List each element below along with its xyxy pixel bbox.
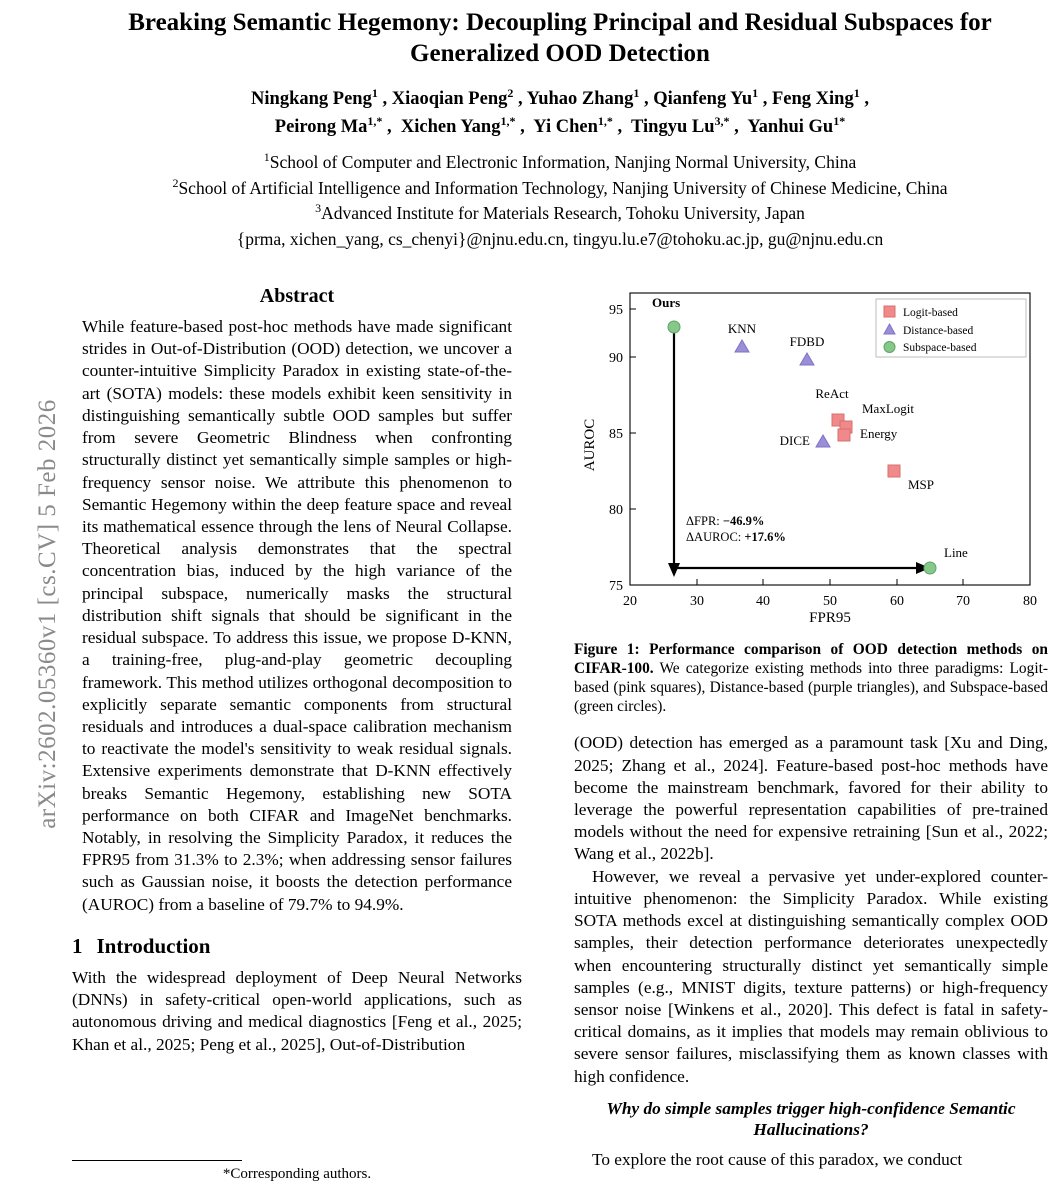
right-column	[574, 285, 1048, 1171]
intro-paragraph-3: However, we reveal a pervasive yet under-explored counter-intuitive phenomenon: the Simplicity Paradox. While existing SOTA methods excel at distinguishing semantically complex OOD samples, their detection performance deteriorates unexpectedly when encountering structurally distinct yet semantically simple samples (e.g., MNIST digits, texture patterns) or high-frequency sensor noise [Winkens et al., 2020]. This defect is fatal in safety-critical domains, as it implies that models may remain oblivious to severe sensor failures, misclassifying them as known classes with high confidence.	[574, 866, 1048, 1086]
chart-legend	[876, 299, 1026, 357]
point-label-fdbd: FDBD	[789, 334, 825, 349]
x-axis-label: FPR95	[809, 610, 851, 625]
arxiv-stamp: arXiv:2602.05360v1 [cs.CV] 5 Feb 2026	[34, 399, 61, 829]
x-tick-50: 50	[823, 594, 837, 609]
y-tick-85: 85	[609, 427, 623, 442]
paper-header	[72, 0, 1048, 250]
section-title: Introduction	[96, 933, 211, 958]
intro-paragraph-4: To explore the root cause of this paradox, we conduct	[592, 1150, 963, 1170]
point-label-energy: Energy	[860, 426, 898, 441]
footnote-text: *Corresponding authors.	[222, 1166, 372, 1182]
legend-label-distance: Distance-based	[903, 325, 974, 337]
author-line-2: Peirong $Ma^{1,*}$ , Xichen Yang$^{1,*}$ , Yi Chen$^{1,*}$ , Tingyu $Lu^{3,*}$ , Yanhui $Gu^{1*}$	[274, 113, 846, 138]
point-msp	[888, 465, 900, 477]
author-line-1: Ningkang Peng$^1$ , Xiaoqian Peng$^2$ , Yuhao Zhang$^1$ , Qianfeng Yu$^1$ , Feng Xing$^1$ ,	[251, 86, 869, 110]
y-tick-90: 90	[609, 351, 623, 366]
x-tick-40: 40	[756, 594, 770, 609]
y-tick-95: 95	[609, 303, 623, 318]
introduction-heading	[72, 934, 522, 959]
affiliation-3: $^3$Advanced Institute for Materials Research, Tohoku University, Japan	[315, 201, 805, 224]
point-label-ours: Ours	[652, 295, 681, 310]
figure-caption-bold: Figure 1: Performance comparison of OOD detection methods on CIFAR-100.	[574, 641, 1048, 678]
point-label-knn: KNN	[727, 321, 757, 336]
author-list	[72, 85, 1048, 141]
point-ours	[668, 321, 680, 333]
figure-caption	[574, 640, 1048, 716]
point-label-msp: MSP	[908, 477, 935, 492]
point-energy	[838, 429, 850, 441]
affiliations	[72, 149, 1048, 226]
figure-caption-rest: We categorize existing methods into three paradigms: Logit-based (pink squares), Distance-based (purple triangles), and Subspace-based (green circles).	[574, 660, 1048, 716]
abstract-heading: Abstract	[259, 285, 335, 307]
legend-label-logit: Logit-based	[903, 307, 958, 319]
legend-label-subspace: Subspace-based	[903, 342, 977, 354]
y-tick-80: 80	[609, 503, 623, 518]
affiliation-1: $^1$School of Computer and Electronic Information, Nanjing Normal University, China	[263, 149, 857, 172]
figure-1	[574, 285, 1048, 716]
annotation-dfpr: ΔFPR: −46.9%	[686, 514, 765, 528]
abstract-text: While feature-based post-hoc methods have made significant strides in Out-of-Distribution (OOD) detection, we uncover a counter-intuitive Simplicity Paradox in existing state-of-the-art (SOTA) models: these models exhibit keen sensitivity in distinguishing semantically subtle OOD samples but suffer from severe Geometric Blindness when confronting structurally distinct yet semantically simple samples or high-frequency sensor noise. We attribute this phenomenon to Semantic Hegemony within the deep feature space and reveal its mathematical essence through the lens of Neural Collapse. Theoretical analysis demonstrates that the spectral concentration bias, induced by the high variance of the principal subspace, numerically masks the structural distribution shift signals that should be significant in the residual subspace. To address this issue, we propose D-KNN, a training-free, plug-and-play geometric decoupling framework. This method utilizes orthogonal decomposition to explicitly separate semantic components from structural residuals and introduces a dual-space calibration mechanism to reactivate the model's sensitivity to weak residual signals. Extensive experiments demonstrate that D-KNN effectively breaks Semantic Hegemony, establishing new SOTA performance on both CIFAR and ImageNet benchmarks. Notably, in resolving the Simplicity Paradox, it reduces the FPR95 from 31.3% to 2.3%; when addressing sensor failures such as Gaussian noise, it boosts the detection performance (AUROC) from a baseline of 79.7% to 94.9%.	[82, 317, 512, 914]
x-tick-80: 80	[1023, 594, 1037, 609]
legend-marker-subspace	[884, 342, 895, 353]
annotation-dauroc: ΔAUROC: +17.6%	[686, 530, 786, 544]
x-tick-20: 20	[623, 594, 637, 609]
point-label-dice: DICE	[779, 433, 810, 448]
section-number: 1	[72, 933, 83, 958]
y-axis-label: AUROC	[582, 418, 598, 472]
author-emails: {prma, xichen_yang, cs_chenyi}@njnu.edu.cn, tingyu.lu.e7@tohoku.ac.jp, gu@njnu.edu.cn	[236, 228, 884, 249]
left-column	[72, 285, 522, 1056]
legend-marker-logit	[884, 306, 895, 317]
point-label-react: ReAct	[815, 386, 849, 401]
x-tick-60: 60	[890, 594, 904, 609]
intro-paragraph-2: (OOD) detection has emerged as a paramount task [Xu and Ding, 2025; Zhang et al., 2024]. Feature-based post-hoc methods have become the mainstream benchmark, favored for their ability to leverage the powerful representation capabilities of pre-trained models without the need for expensive retraining [Sun et al., 2022; Wang et al., 2022b].	[574, 733, 1048, 864]
page-title: Breaking Semantic Hegemony: Decoupling Principal and Residual Subspaces for Generalized OOD Detection	[128, 9, 992, 67]
point-label-maxlogit: MaxLogit	[862, 401, 914, 416]
y-tick-75: 75	[609, 579, 623, 594]
point-line	[924, 562, 936, 574]
x-tick-30: 30	[690, 594, 704, 609]
x-tick-70: 70	[956, 594, 970, 609]
scatter-plot	[574, 285, 1048, 625]
point-label-line: Line	[944, 545, 968, 560]
footnote-divider	[72, 1160, 242, 1161]
affiliation-2: $^2$School of Artificial Intelligence and Information Technology, Nanjing University of Chinese Medicine, China	[172, 175, 948, 198]
intro-paragraph-1: With the widespread deployment of Deep Neural Networks (DNNs) in safety-critical open-world applications, such as autonomous driving and medical diagnostics [Feng et al., 2025; Khan et al., 2025; Peng et al., 2025], Out-of-Distribution	[72, 967, 522, 1054]
intro-subheading: Why do simple samples trigger high-confidence Semantic Hallucinations?	[606, 1098, 1016, 1140]
